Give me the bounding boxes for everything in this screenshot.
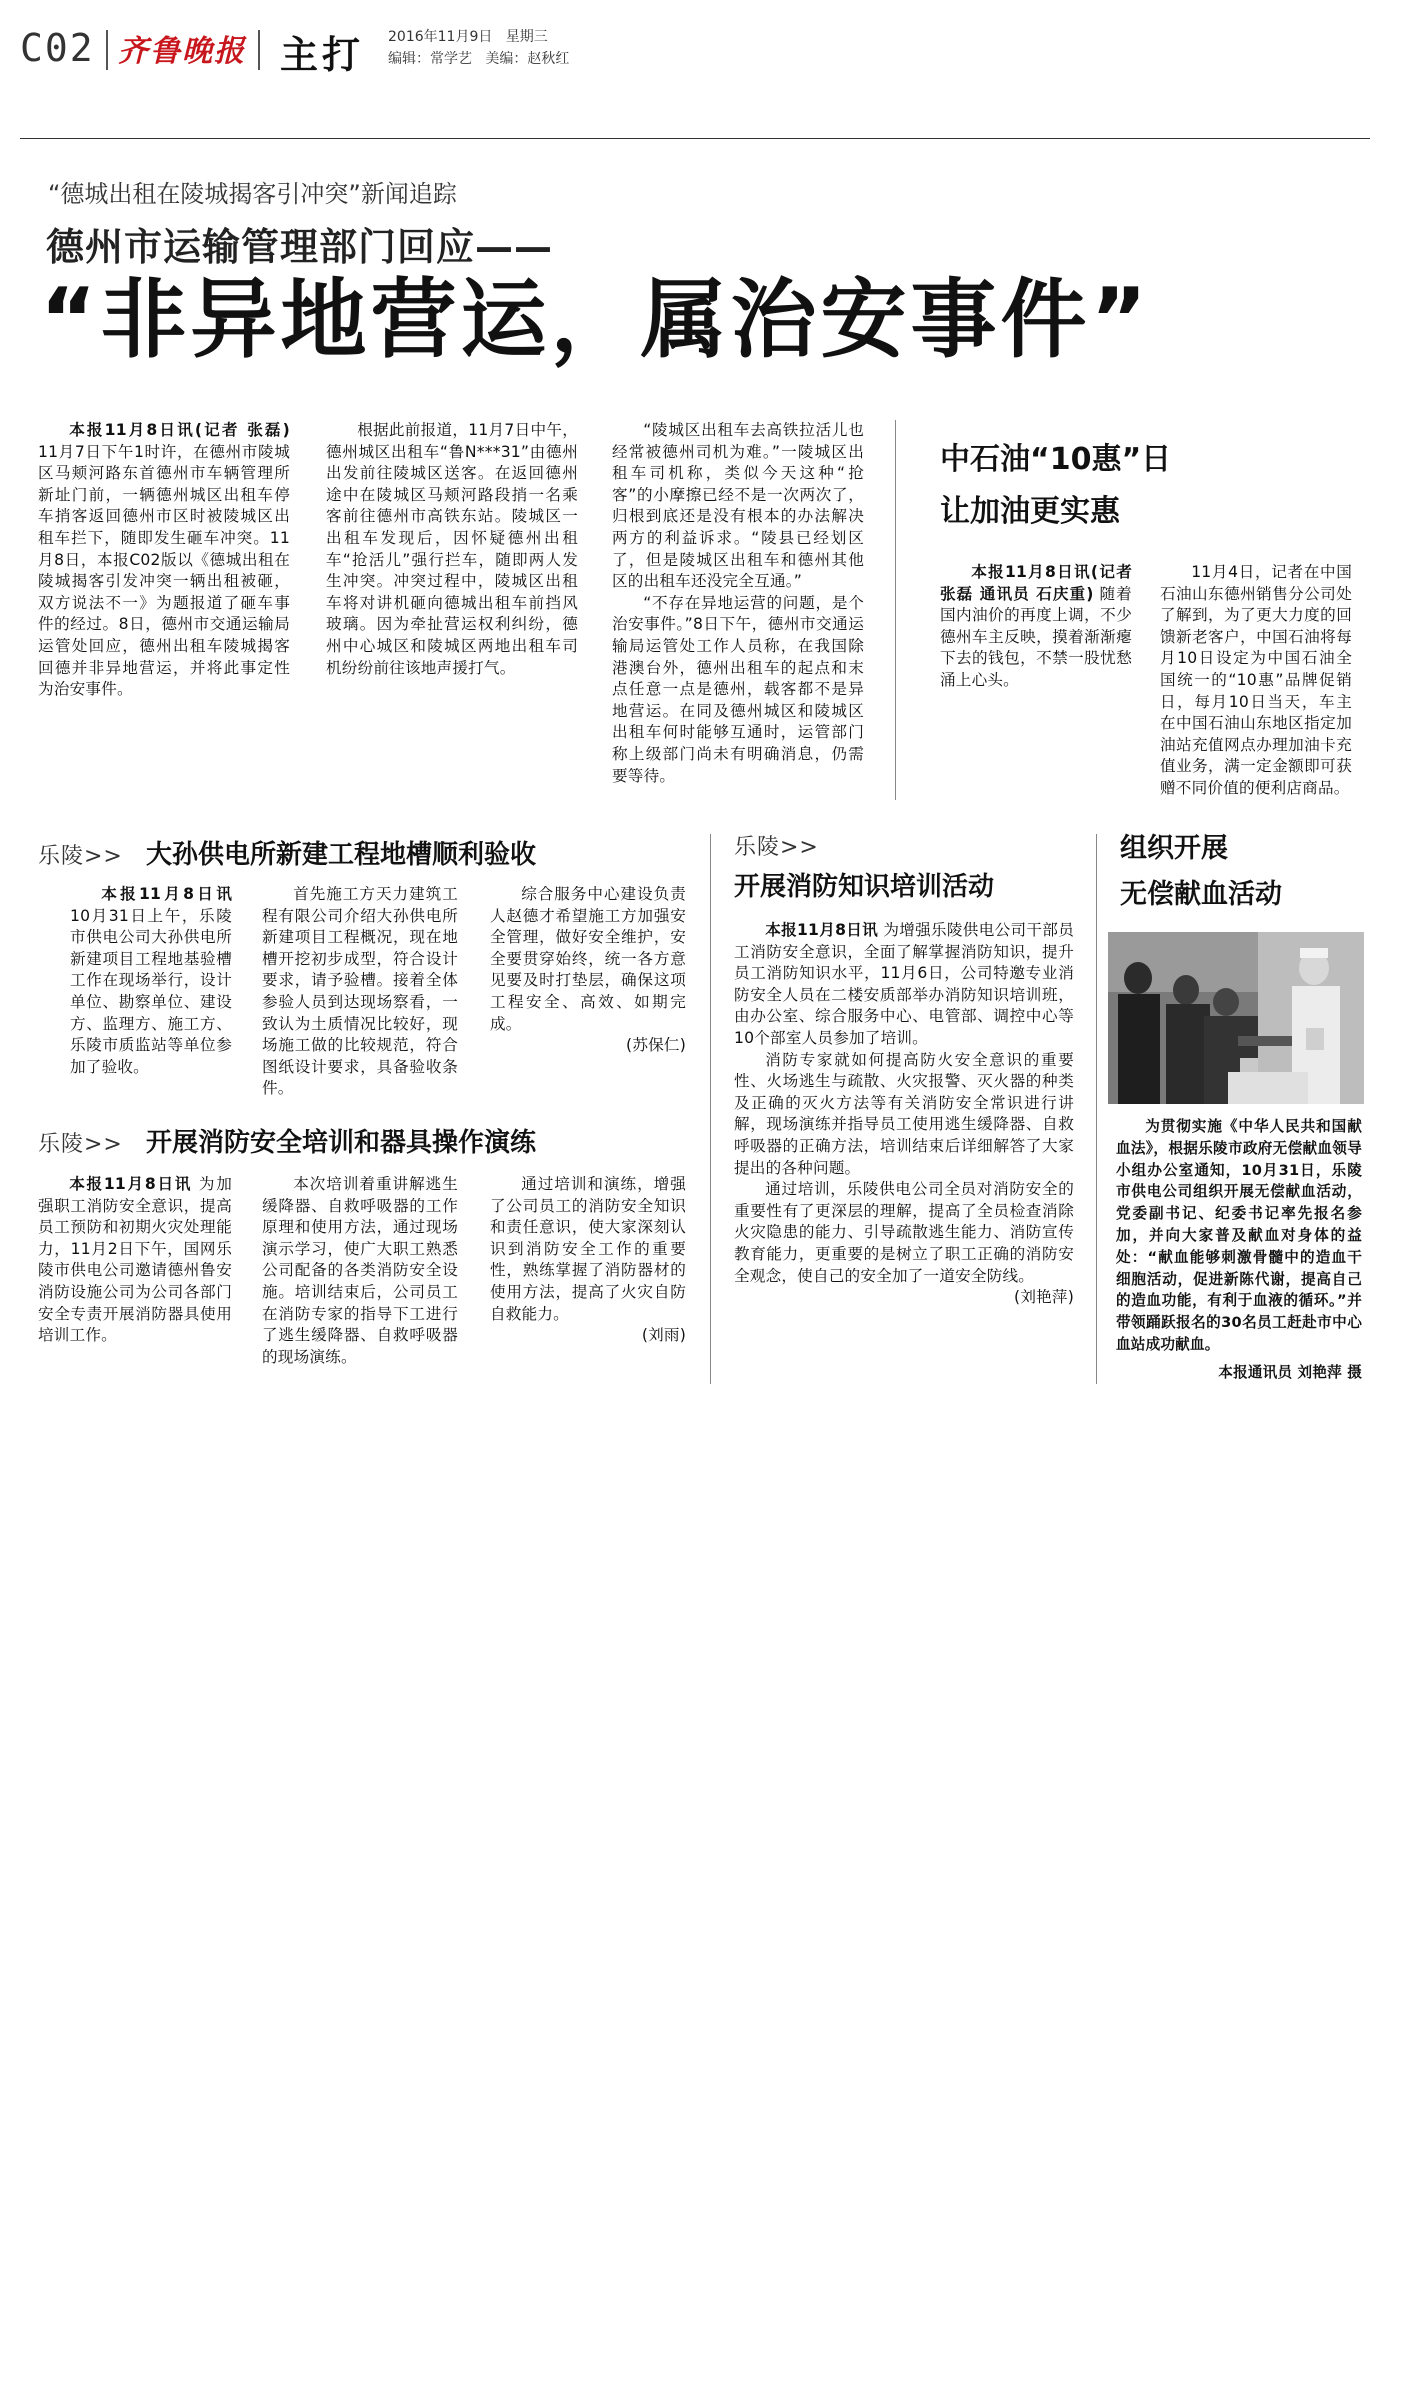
story2-column-2 (1160, 562, 1352, 800)
story6-headline-line-2: 无偿献血活动 (1120, 879, 1282, 910)
story2-paragraph-2: 11月4日，记者在中国石油山东德州销售分公司处了解到，为了更大力度的回馈新老客户，中国石油将每月10日设定为中国石油全国统一的“10惠”品牌促销日，每月10日当天，车主在中国石油山东地区指定加油站充值网点办理加油卡充值业务，满一定金额即可获赠不同价值的便利店商品。 (1160, 563, 1352, 797)
story4-column-3 (490, 1174, 686, 1347)
story6-caption-text: 为贯彻实施《中华人民共和国献血法》，根据乐陵市政府无偿献血领导小组办公室通知，10月31日，乐陵市供电公司组织开展无偿献血活动，党委副书记、纪委书记率先报名参加，并向大家普及献血对身体的益处：“献血能够刺激骨髓中的造血干细胞活动，促进新陈代谢，提高自己的造血功能，有利于血液的循环。”并带领踊跃报名的30名员工赶赴市中心血站成功献血。 (1116, 1118, 1362, 1353)
story4-section-label: 乐陵>> (38, 1132, 123, 1157)
issue-info (388, 26, 569, 70)
designer-credit: 美编：赵秋红 (485, 51, 570, 67)
story3-column-1 (70, 884, 232, 1078)
photo-illustration (1108, 932, 1364, 1104)
story5-section-label: 乐陵>> (734, 835, 819, 860)
story4-paragraph-1: 为加强职工消防安全意识，提高员工预防和初期火灾处理能力，11月2日下午，国网乐陵市供电公司邀请德州鲁安消防设施公司为公司各部门安全专责开展消防器具使用培训工作。 (38, 1175, 232, 1345)
story4-paragraph-3: 通过培训和演练，增强了公司员工的消防安全知识和责任意识，使大家深刻认识到消防安全工作的重要性，熟练掌握了消防器材的使用方法，提高了火灾自防自救能力。 (490, 1175, 686, 1323)
story1-column-2 (326, 420, 578, 679)
column-rule (895, 420, 896, 800)
story3-credit: (苏保仁) (626, 1036, 686, 1055)
story6-headline (1120, 826, 1282, 918)
story5-body (734, 920, 1074, 1309)
story1-paragraph-3: “陵城区出租车去高铁拉活儿也经常被德州司机为难。”一陵城区出租车司机称，类似今天这种“抢客”的小摩擦已经不是一次两次了，归根到底还是没有根本的办法解决两方的利益诉求。“陵县已经划区了，但是陵城区出租车和德州其他区的出租车还没完全互通。” (612, 421, 864, 591)
masthead-separator (106, 30, 108, 70)
story2-headline-line-2: 让加油更实惠 (940, 494, 1120, 529)
masthead-rule (20, 138, 1370, 139)
story5-dateline: 本报11月8日讯 (765, 921, 879, 939)
blood-donation-photo (1108, 932, 1364, 1104)
story3-paragraph-3: 综合服务中心建设负责人赵德才希望施工方加强安全管理，做好安全维护，安全要贯穿始终，统一各方意见要及时打垫层，确保这项工程安全、高效、如期完成。 (490, 885, 686, 1033)
story5-credit: (刘艳萍) (1014, 1288, 1074, 1307)
story1-kicker: “德城出租在陵城揭客引冲突”新闻追踪 (48, 180, 457, 208)
paper-logo: 齐鲁晚报 (118, 34, 246, 69)
story3-column-2 (262, 884, 458, 1100)
story4-dateline: 本报11月8日讯 (69, 1175, 193, 1193)
story2-column-1 (940, 562, 1132, 692)
story1-paragraph-1: 11月7日下午1时许，在德州市陵城区马颊河路东首德州市车辆管理所新址门前，一辆德州城区出租车停车捎客返回德州市区时被陵城区出租车拦下，随即发生砸车冲突。11月8日，本报C02版以《德城出租在陵城揭客引发冲突一辆出租被砸，双方说法不一》为题报道了砸车事件的经过。8日，德州市交通运输局运管处回应，德州出租车陵城揭客回德并非异地营运，并将此事定性为治安事件。 (38, 442, 290, 699)
story1-paragraph-4: “不存在异地运营的问题，是个治安事件。”8日下午，德州市交通运输局运管处工作人员称，在我国除港澳台外，德州出租车的起点和末点任意一点是德州，载客都不是异地营运。在同及德州城区和陵城区出租车何时能够互通时，运管部门称上级部门尚未有明确消息，仍需要等待。 (612, 593, 864, 785)
story3-column-3 (490, 884, 686, 1057)
story2-headline (940, 434, 1171, 538)
story3-heading (38, 834, 536, 871)
story6-caption (1116, 1116, 1362, 1384)
story1-subhead: 德州市运输管理部门回应—— (46, 225, 554, 269)
story3-headline: 大孙供电所新建工程地槽顺利验收 (145, 840, 536, 870)
story1-headline: “非异地营运，属治安事件” (40, 270, 1152, 370)
story4-paragraph-2: 本次培训着重讲解逃生缓降器、自救呼吸器的工作原理和使用方法，通过现场演示学习，使广大职工熟悉公司配备的各类消防安全设施。培训结束后，公司员工在消防专家的指导下工进行了逃生缓降器、自救呼吸器的现场演练。 (262, 1175, 458, 1366)
column-rule (1096, 834, 1097, 1384)
story6-headline-line-1: 组织开展 (1120, 833, 1228, 864)
issue-weekday: 星期三 (505, 29, 548, 45)
story2-paragraph-1: 随着国内油价的再度上调，不少德州车主反映，摸着渐渐瘪下去的钱包，不禁一股忧愁涌上心头。 (940, 584, 1132, 689)
page-code: C02 (20, 26, 95, 70)
story3-paragraph-2: 首先施工方天力建筑工程有限公司介绍大孙供电所新建项目工程概况，现在地槽开挖初步成型，符合设计要求，请予验槽。接着全体参验人员到达现场察看，一致认为土质情况比较好，现场施工做的比较规范，符合图纸设计要求，具备验收条件。 (262, 885, 458, 1098)
story6-photo-credit: 本报通讯员 刘艳萍 摄 (1218, 1363, 1362, 1381)
editor-credit: 编辑：常学艺 (388, 51, 472, 67)
story5-paragraph-2: 消防专家就如何提高防火安全意识的重要性、火场逃生与疏散、火灾报警、灭火器的种类及正确的灭火方法等有关消防安全常识进行讲解，现场演练并指导员工使用逃生缓降器、自救呼吸器的正确方法，培训结束后详细解答了大家提出的各种问题。 (734, 1050, 1074, 1177)
story5-headline: 开展消防知识培训活动 (734, 872, 995, 902)
story5-paragraph-3: 通过培训，乐陵供电公司全员对消防安全的重要性有了更深层的理解，提高了全员检查消除火灾隐患的能力、引导疏散逃生能力、消防宣传教育能力，更重要的是树立了职工正确的消防安全观念，使自己的安全加了一道安全防线。 (734, 1180, 1074, 1285)
story3-section-label: 乐陵>> (38, 844, 123, 869)
story4-credit: (刘雨) (641, 1326, 686, 1345)
story4-column-1 (38, 1174, 232, 1347)
story1-column-3 (612, 420, 864, 787)
story4-heading (38, 1122, 536, 1159)
story4-headline: 开展消防安全培训和器具操作演练 (145, 1128, 536, 1158)
masthead-separator (258, 30, 260, 70)
story3-dateline: 本报11月8日讯 (101, 885, 232, 903)
issue-date: 2016年11月9日 (388, 29, 493, 45)
story5-paragraph-1: 为增强乐陵供电公司干部员工消防安全意识，全面了解掌握消防知识，提升员工消防知识水平，11月6日，公司特邀专业消防安全人员在二楼安质部举办消防知识培训班，由办公室、综合服务中心、电管部、调控中心等10个部室人员参加了培训。 (734, 921, 1074, 1047)
story2-headline-line-1: 中石油“10惠”日 (940, 442, 1172, 477)
section-title: 主打 (280, 33, 365, 77)
story1-paragraph-2: 根据此前报道，11月7日中午，德州城区出租车“鲁N***31”由德州出发前往陵城区送客。在返回德州途中在陵城区马颊河路段捎一名乘客前往德州市高铁东站。陵城区一出租车发现后，因怀疑德州出租车“抢活儿”强行拦车，随即两人发生冲突。冲突过程中，陵城区出租车将对讲机砸向德城出租车前挡风玻璃。因为牵扯营运权利纠纷，德州中心城区和陵城区两地出租车司机纷纷前往该地声援打气。 (326, 421, 578, 677)
story3-paragraph-1: 10月31日上午，乐陵市供电公司大孙供电所新建项目工程地基验槽工作在现场举行，设计单位、勘察单位、建设方、监理方、施工方、乐陵市质监站等单位参加了验收。 (70, 906, 232, 1076)
story1-dateline: 本报11月8日讯(记者 张磊) (69, 421, 290, 439)
story1-column-1 (38, 420, 290, 701)
story2-dateline: 本报11月8日讯(记者 张磊 通讯员 石庆重) (940, 563, 1132, 603)
column-rule (710, 834, 711, 1384)
story4-column-2 (262, 1174, 458, 1368)
